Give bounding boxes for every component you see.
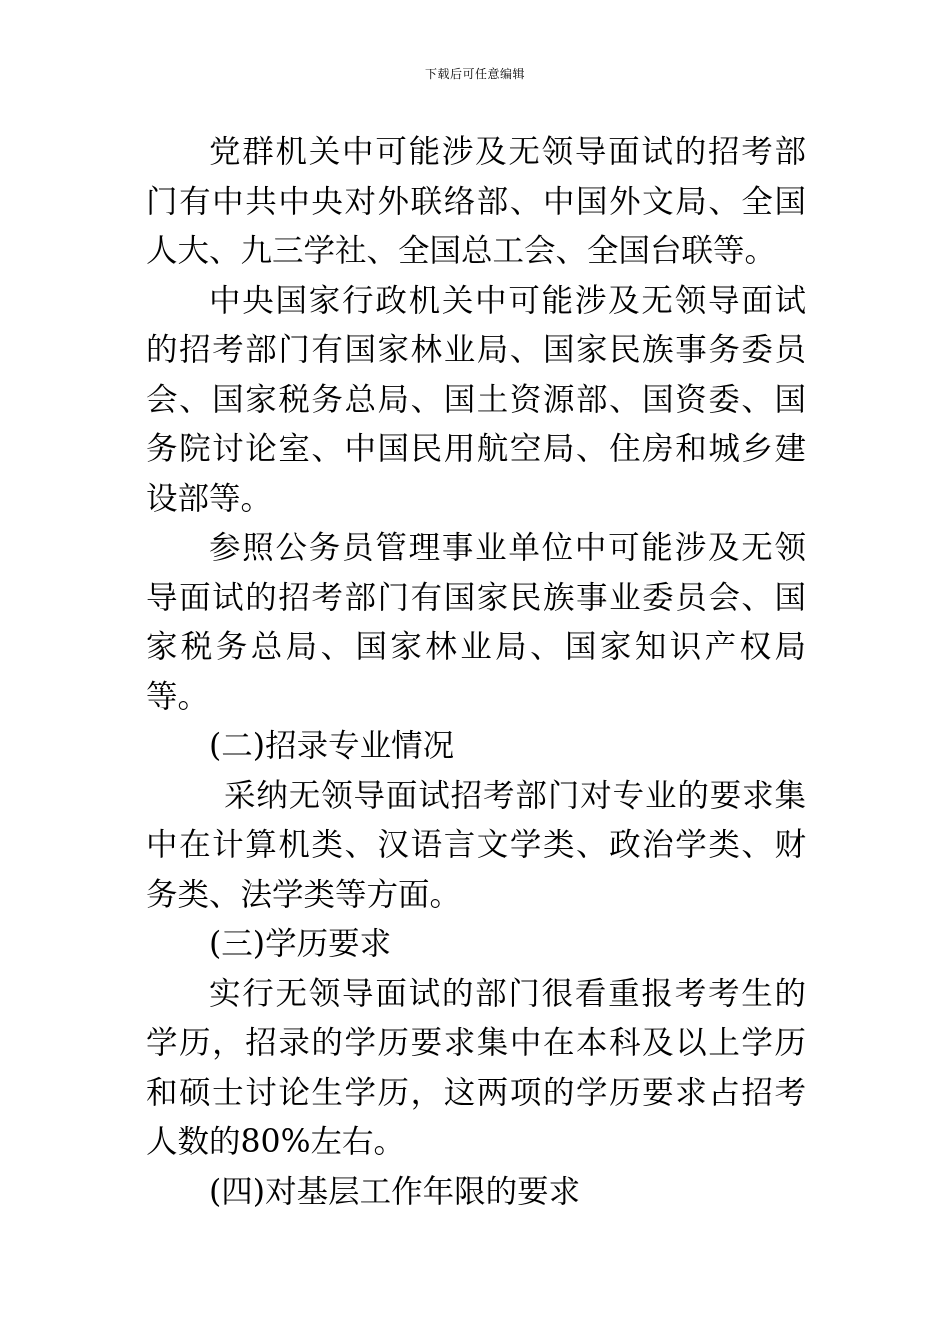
section-heading-grassroots-experience: (四)对基层工作年限的要求 bbox=[209, 1173, 581, 1210]
paragraph-central-administrative-organs: 中央国家行政机关中可能涉及无领导面试的招考部门有国家林业局、国家民族事务委员会、国家税务总局、国土资源部、国资委、国务院讨论室、中国民用航空局、住房和城乡建设部等。 bbox=[146, 282, 806, 517]
section-heading-major: (二)招录专业情况 bbox=[209, 728, 455, 764]
paragraph-reference-civil-service-units: 参照公务员管理事业单位中可能涉及无领导面试的招考部门有国家民族事业委员会、国家税务总局、国家林业局、国家知识产权局等。 bbox=[146, 530, 806, 715]
paragraph-education-requirements: 实行无领导面试的部门很看重报考考生的学历，招录的学历要求集中在本科及以上学历和硕士讨论生学历，这两项的学历要求占招考人数的80%左右。 bbox=[146, 975, 806, 1160]
paragraph-major-requirements: 采纳无领导面试招考部门对专业的要求集中在计算机类、汉语言文学类、政治学类、财务类、法学类等方面。 bbox=[146, 777, 806, 913]
page-header: 下载后可任意编辑 bbox=[424, 67, 525, 81]
paragraph-party-organs: 党群机关中可能涉及无领导面试的招考部门有中共中央对外联络部、中国外文局、全国人大、九三学社、全国总工会、全国台联等。 bbox=[146, 134, 806, 269]
section-heading-education: (三)学历要求 bbox=[209, 926, 392, 962]
document-body bbox=[146, 128, 806, 1217]
